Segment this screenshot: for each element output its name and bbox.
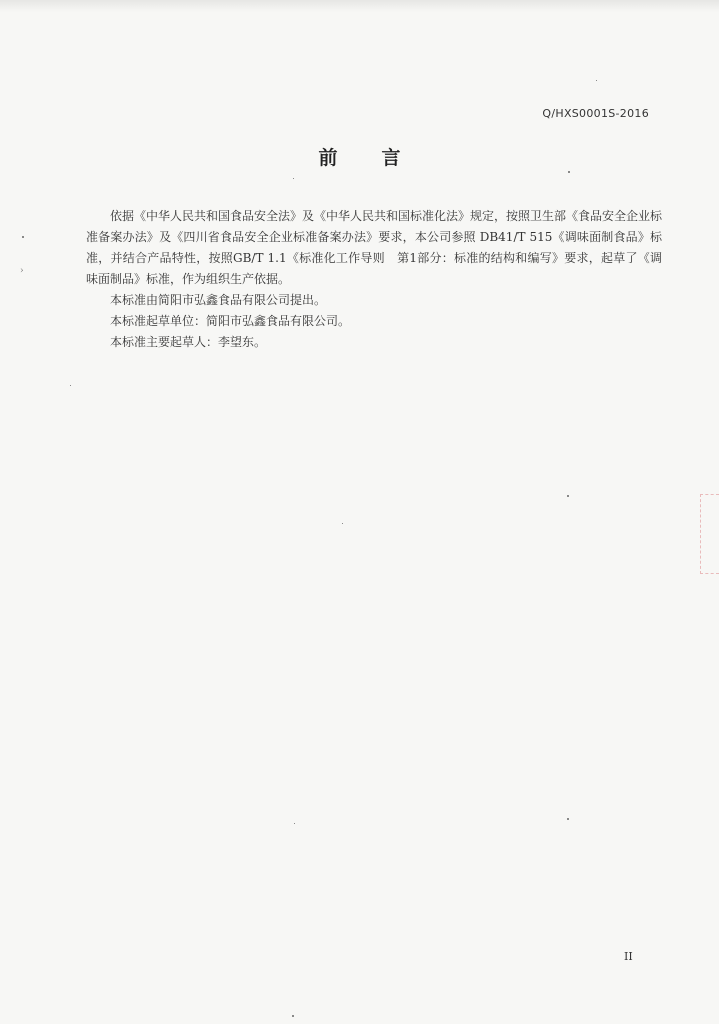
scan-speck [342, 523, 343, 524]
scan-speck [567, 818, 569, 820]
document-code: Q/HXS0001S-2016 [542, 107, 649, 120]
scan-speck [294, 823, 295, 824]
scan-speck [70, 385, 71, 386]
foreword-paragraph: 依据《中华人民共和国食品安全法》及《中华人民共和国标准化法》规定，按照卫生部《食品安全企业标准备案办法》及《四川省食品安全企业标准备案办法》要求，本公司参照 DB41/T 515《调味面制食品》标准，并结合产品特性，按照GB/T 1.1《标准化工作导则 第1部分：标准的结构和编写》要求，起草了《调味面制品》标准，作为组织生产依据。 [86, 209, 663, 286]
seal-stamp-fragment [700, 494, 719, 574]
page-title [0, 143, 719, 170]
proposer-line: 本标准由简阳市弘鑫食品有限公司提出。 [110, 293, 327, 307]
scan-speck [596, 80, 597, 81]
page-number: II [624, 950, 633, 963]
scan-speck [567, 495, 569, 497]
scan-speck [22, 236, 24, 238]
title-char-2: 言 [381, 147, 401, 169]
scan-speck [293, 178, 294, 179]
scan-edge-shadow [0, 0, 719, 12]
main-drafter-line: 本标准主要起草人：李望东。 [110, 335, 267, 349]
scan-speck [292, 1015, 294, 1017]
scan-mark-icon: › [20, 266, 24, 276]
foreword-body [86, 206, 662, 353]
drafting-unit-line: 本标准起草单位：简阳市弘鑫食品有限公司。 [110, 314, 351, 328]
scan-speck [568, 171, 570, 173]
title-char-1: 前 [318, 147, 338, 169]
